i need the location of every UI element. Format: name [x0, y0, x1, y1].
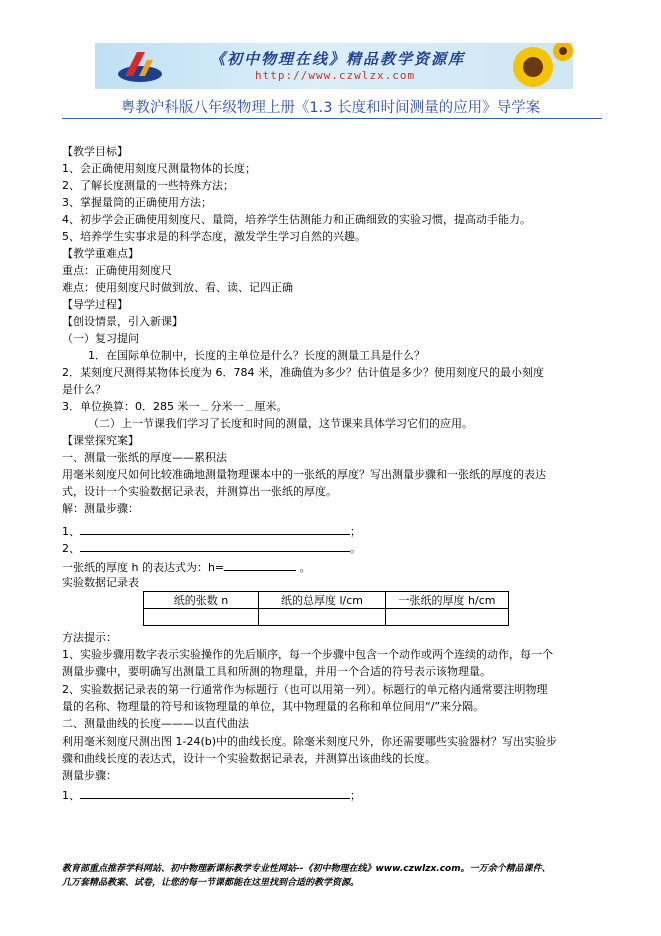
- step-2-line: [62, 541, 361, 556]
- table-row: [144, 609, 509, 626]
- objective-4: 4、初步学会正确使用刻度尺、量筒，培养学生估测能力和正确细致的实验习惯，提高动手能力。: [62, 213, 531, 226]
- header-banner: [95, 43, 573, 89]
- expression-label: 一张纸的厚度 h 的表达式为：h=: [62, 561, 225, 574]
- tip-1-cont: 测量步骤中，要明确写出测量工具和所测的物理量，并用一个合适的符号表示该物理量。: [62, 665, 491, 678]
- solution-label: 解：测量步骤：: [62, 502, 139, 515]
- sunflower-icon: [493, 43, 573, 89]
- difficult-point: 难点：使用刻度尺时做到放、看、读、记四正确: [62, 281, 293, 294]
- objective-2: 2、了解长度测量的一些特殊方法；: [62, 179, 234, 192]
- transition-text: （二）上一节课我们学习了长度和时间的测量，这节课来具体学习它们的应用。: [88, 417, 473, 430]
- site-logo-icon: [115, 46, 165, 86]
- key-point: 重点：正确使用刻度尺: [62, 264, 172, 277]
- review-question-1: 1．在国际单位制中，长度的主单位是什么？长度的测量工具是什么？: [88, 349, 425, 362]
- heading-process: 【导学过程】: [62, 298, 128, 311]
- step-2-label: 2、: [62, 542, 80, 555]
- tip-2: 2、实验数据记录表的第一行通常作为标题行（也可以用第一列）。标题行的单元格内通常要注明物理: [62, 683, 548, 696]
- tip-2-cont: 量的名称、物理量的符号和该物理量的单位，其中物理量的名称和单位间用“/”来分隔。: [62, 700, 485, 713]
- heading-inquiry: 【课堂探究案】: [62, 434, 139, 447]
- section-2-prompt: 利用毫米刻度尺测出图 1-24(b)中的曲线长度。除毫米刻度尺外，你还需要哪些实验器材？写出实验步: [62, 735, 558, 748]
- expression-blank[interactable]: [224, 560, 296, 571]
- section-2-step-1-blank[interactable]: [80, 788, 350, 799]
- section-1-prompt-cont: 式，设计一个实验数据记录表，并测算出一张纸的厚度。: [62, 485, 337, 498]
- section-2-steps-label: 测量步骤：: [62, 769, 117, 782]
- step-1-blank[interactable]: [80, 524, 350, 535]
- banner-url[interactable]: http://www.czwlzx.com: [255, 69, 416, 82]
- section-2-step-1-end: ；: [350, 789, 361, 802]
- tip-1: 1、实验步骤用数字表示实验操作的先后顺序，每一个步骤中包含一个动作或两个连续的动作，每一个: [62, 648, 553, 661]
- table-cell[interactable]: [386, 609, 509, 626]
- step-1-line: [62, 524, 361, 539]
- expression-line: [62, 560, 311, 575]
- heading-key-points: 【教学重难点】: [62, 247, 139, 260]
- section-2-step-1-line: [62, 788, 361, 803]
- section-1-prompt: 用毫米刻度尺如何比较准确地测量物理课本中的一张纸的厚度？写出测量步骤和一张纸的厚度的表达: [62, 468, 546, 481]
- method-tips-heading: 方法提示：: [62, 631, 117, 644]
- expression-end: 。: [296, 561, 311, 574]
- footer: [62, 862, 551, 890]
- heading-scenario: 【创设情景，引入新课】: [62, 315, 183, 328]
- table-cell[interactable]: [144, 609, 259, 626]
- step-2-end: 。: [350, 542, 361, 555]
- footer-line-2: 几万套精品教案、试卷，让您的每一节课都能在这里找到合适的教学资源。: [62, 878, 360, 888]
- banner-title: 《初中物理在线》精品教学资源库: [210, 50, 466, 68]
- table-row: [144, 592, 509, 609]
- objective-3: 3、掌握量筒的正确使用方法；: [62, 196, 212, 209]
- page-title: 粤教沪科版八年级物理上册《1.3 长度和时间测量的应用》导学案: [120, 100, 541, 116]
- objective-1: 1、会正确使用刻度尺测量物体的长度；: [62, 162, 256, 175]
- table-header-cell: 纸的总厚度 l/cm: [259, 592, 386, 609]
- step-1-end: ；: [350, 525, 361, 538]
- record-table-title: 实验数据记录表: [62, 576, 139, 589]
- review-question-3: 3．单位换算：0．285 米一﹍分米一﹍厘米。: [62, 400, 288, 413]
- heading-objectives: 【教学目标】: [62, 145, 128, 158]
- review-heading: （一）复习提问: [62, 332, 139, 345]
- objective-5: 5、培养学生实事求是的科学态度，激发学生学习自然的兴趣。: [62, 230, 366, 243]
- section-2-title: 二、测量曲线的长度———以直代曲法: [62, 717, 249, 730]
- table-header-cell: 纸的张数 n: [144, 592, 259, 609]
- section-2-prompt-cont: 骤和曲线长度的表达式，设计一个实验数据记录表，并测算出该曲线的长度。: [62, 752, 436, 765]
- step-2-blank[interactable]: [80, 541, 350, 552]
- table-header-cell: 一张纸的厚度 h/cm: [386, 592, 509, 609]
- review-question-2: 2．某刻度尺测得某物体长度为 6．784 米，准确值为多少？估计值是多少？使用刻度尺的最小刻度: [62, 366, 544, 379]
- review-question-2-cont: 是什么？: [62, 383, 106, 396]
- section-2-step-1-label: 1、: [62, 789, 80, 802]
- section-1-title: 一、测量一张纸的厚度——累积法: [62, 451, 227, 464]
- footer-line-1: 教育部重点推荐学科网站、初中物理新课标教学专业性网站--《初中物理在线》www.czwlzx.com。一万余个精品课件、: [62, 864, 551, 874]
- table-cell[interactable]: [259, 609, 386, 626]
- step-1-label: 1、: [62, 525, 80, 538]
- record-table: [143, 591, 509, 626]
- title-divider: [62, 118, 602, 119]
